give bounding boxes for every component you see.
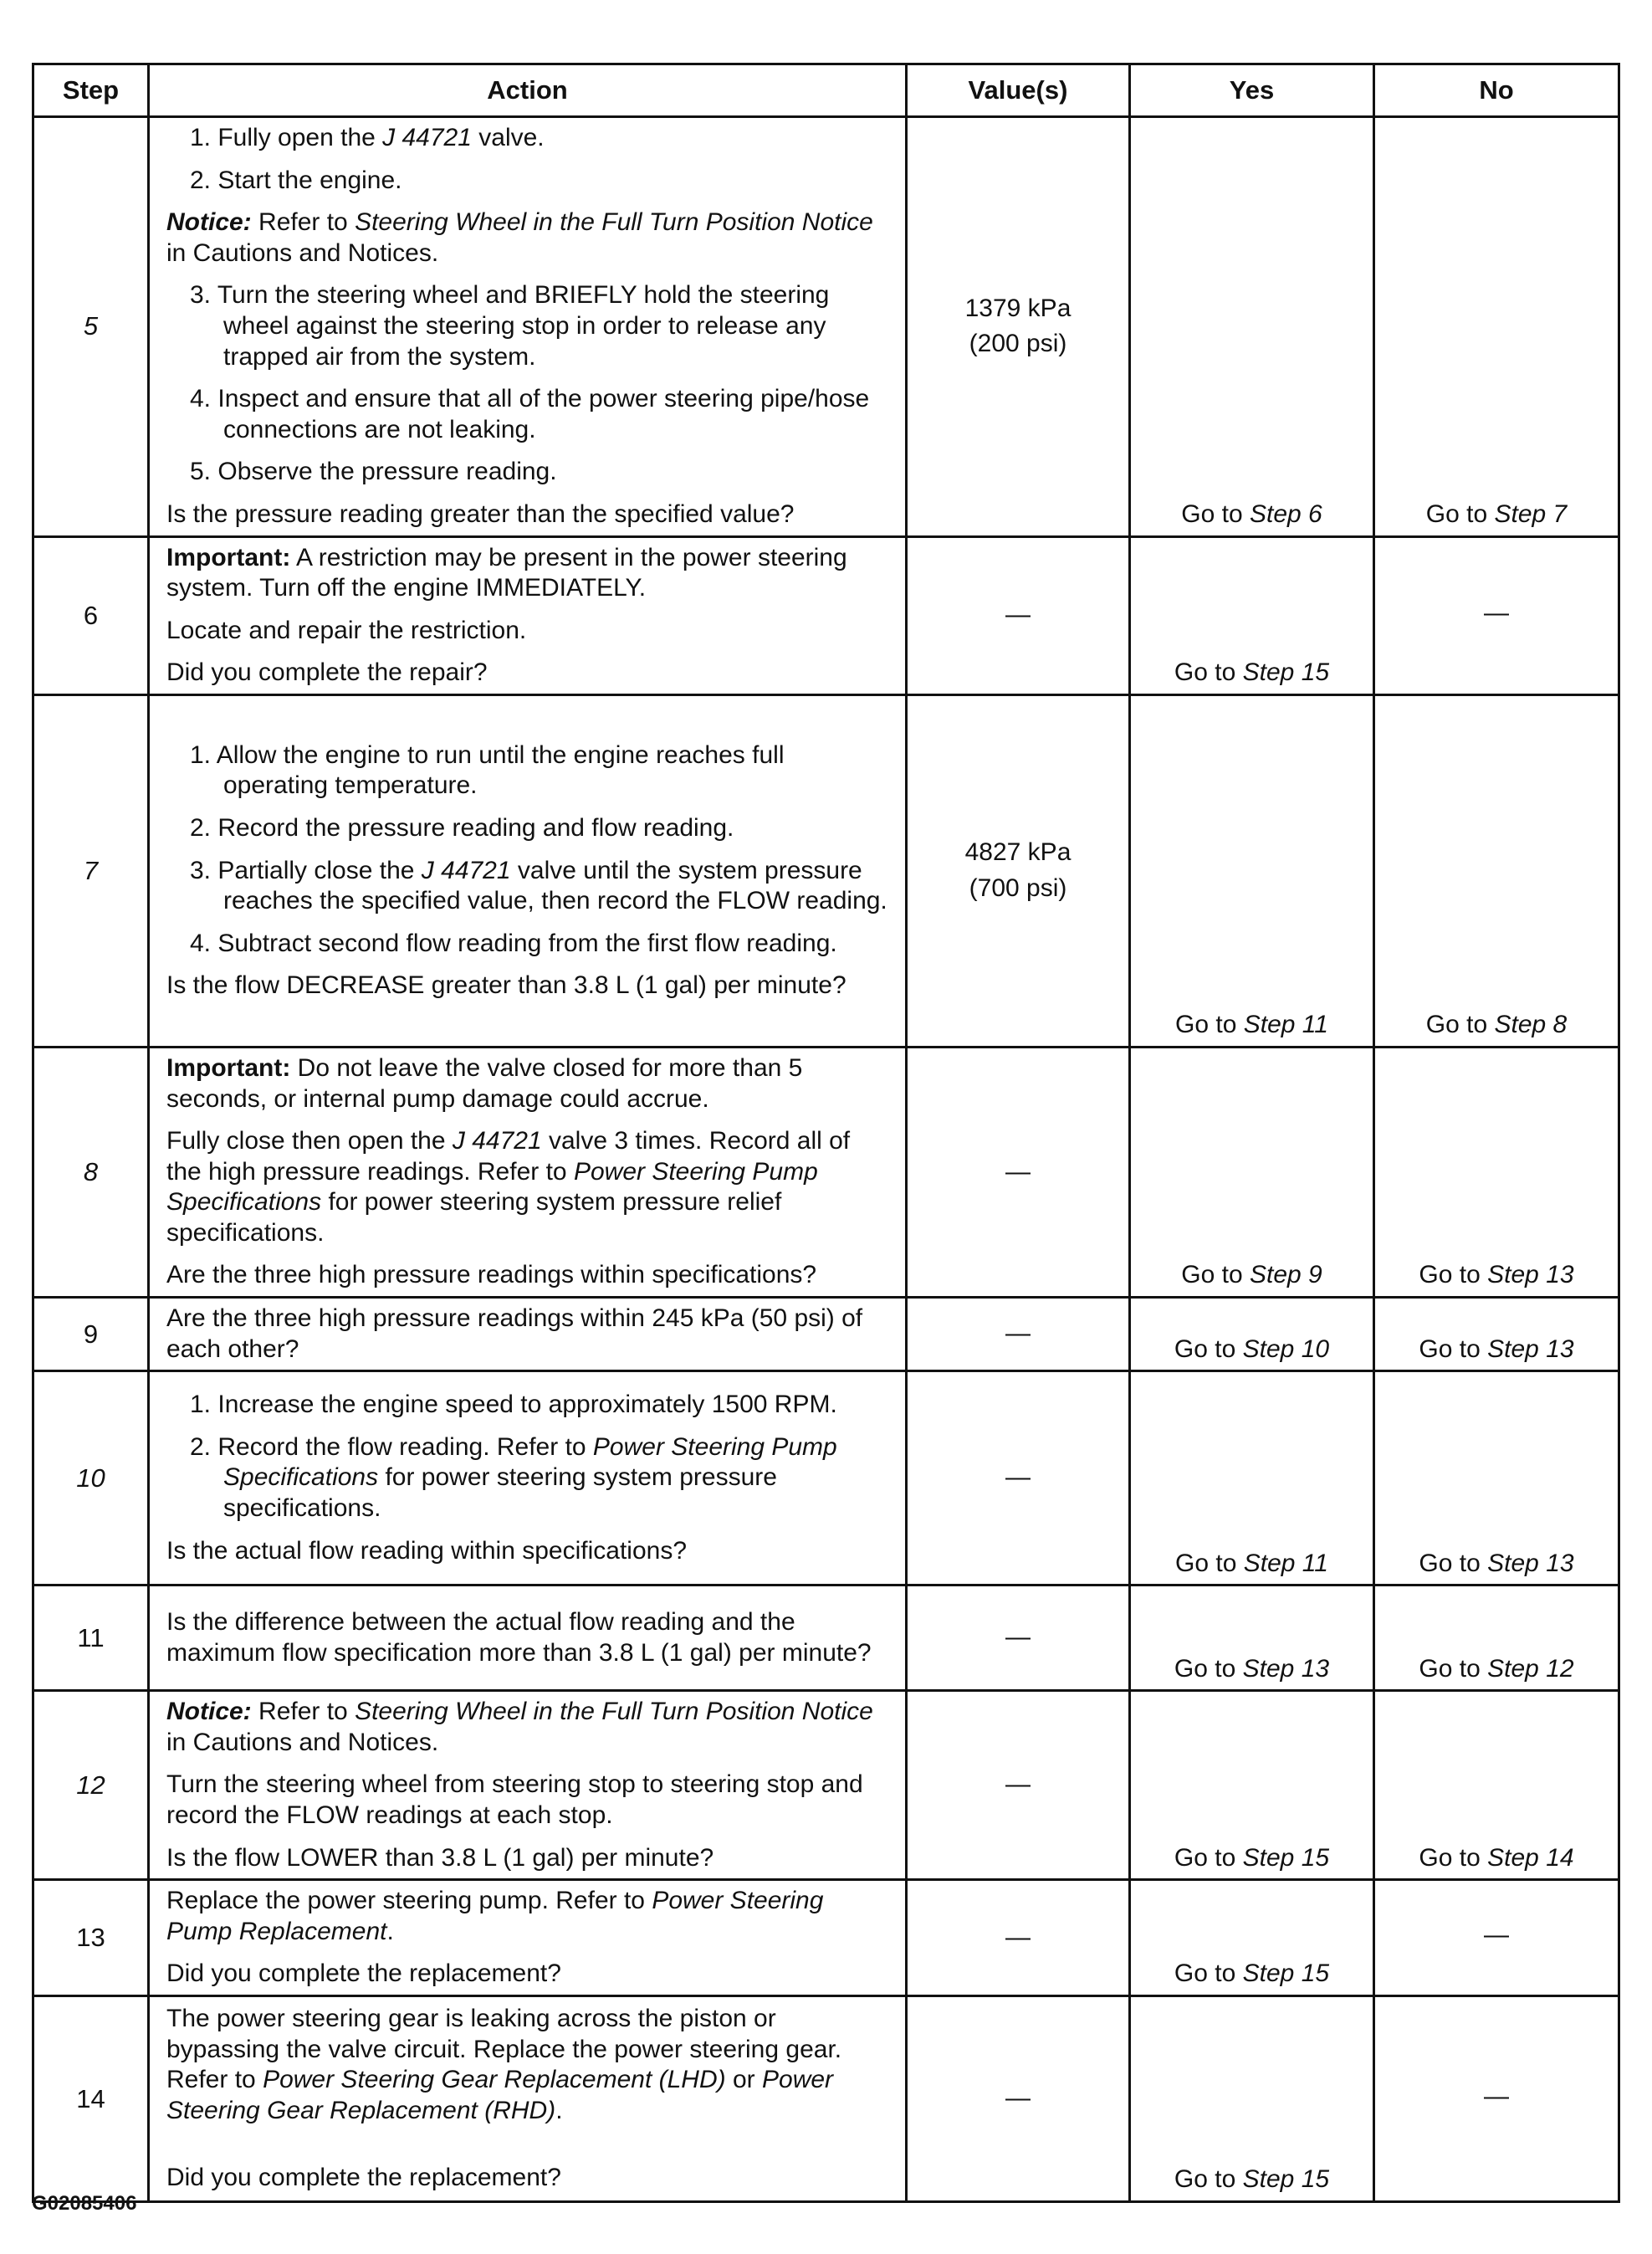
table-row bbox=[33, 1585, 1619, 1691]
yes-cell bbox=[1130, 536, 1374, 694]
action-text: Do not leave the valve closed for more than 5 seconds, or internal pump damage could accrue. bbox=[166, 1053, 803, 1113]
no-cell bbox=[1374, 1047, 1619, 1297]
action-text: in Cautions and Notices. bbox=[166, 1728, 439, 1756]
yes-cell bbox=[1130, 694, 1374, 1047]
no-step-link[interactable]: Step 8 bbox=[1494, 1011, 1568, 1039]
yes-prefix: Go to bbox=[1175, 1011, 1244, 1039]
no-prefix: Go to bbox=[1419, 1261, 1488, 1289]
action-label: Notice: bbox=[166, 208, 252, 237]
action-paragraph bbox=[166, 1304, 892, 1365]
value-cell bbox=[907, 694, 1130, 1047]
header-action: Action bbox=[149, 64, 907, 117]
value-cell bbox=[907, 1047, 1130, 1297]
action-text: Is the actual flow reading within specifications? bbox=[166, 1536, 688, 1565]
action-reference: J 44721 bbox=[382, 124, 472, 151]
action-paragraph bbox=[166, 1126, 892, 1248]
action-text: The power steering gear is leaking across the piston or bypassing the valve circuit. Replace the power steering gear. Refer to bbox=[166, 2005, 842, 2094]
action-paragraph bbox=[166, 207, 892, 269]
action-cell bbox=[149, 1047, 907, 1297]
action-reference: Power Steering Pump Specifications bbox=[223, 1432, 837, 1492]
step-number: 13 bbox=[33, 1880, 149, 1996]
step-number: 14 bbox=[33, 1996, 149, 2202]
value-text: — bbox=[1005, 1157, 1031, 1186]
action-label: Important: bbox=[166, 543, 291, 571]
table-row bbox=[33, 536, 1619, 694]
value-cell bbox=[907, 536, 1130, 694]
table-row bbox=[33, 694, 1619, 1047]
no-cell bbox=[1374, 1298, 1619, 1371]
no-prefix: — bbox=[1484, 598, 1509, 627]
yes-prefix: Go to bbox=[1175, 1549, 1244, 1577]
action-text: valve 3 times. Record all of the high pressure readings. Refer to bbox=[166, 1127, 851, 1186]
action-text: for power steering system pressure specifications. bbox=[223, 1463, 777, 1523]
action-text: 1. Allow the engine to run until the engine reaches full operating temperature. bbox=[190, 740, 785, 800]
no-cell bbox=[1374, 1585, 1619, 1691]
action-text: Replace the power steering pump. Refer to bbox=[166, 1887, 652, 1915]
action-text: Is the difference between the actual flow reading and the maximum flow specification more than 3.8 L (1 gal) per minute? bbox=[166, 1608, 872, 1667]
step-number: 5 bbox=[33, 117, 149, 537]
action-text: Is the flow LOWER than 3.8 L (1 gal) per minute? bbox=[166, 1843, 714, 1872]
action-step-item bbox=[166, 457, 892, 488]
yes-step-link[interactable]: Step 15 bbox=[1242, 1843, 1330, 1872]
action-paragraph bbox=[166, 971, 892, 1001]
yes-prefix: Go to bbox=[1174, 1959, 1243, 1988]
no-cell bbox=[1374, 694, 1619, 1047]
header-no: No bbox=[1374, 64, 1619, 117]
value-text: — bbox=[1005, 1770, 1031, 1799]
action-text: for power steering system pressure relief specifications. bbox=[166, 1188, 782, 1247]
action-step-item bbox=[166, 929, 892, 960]
action-text: A restriction may be present in the power steering system. Turn off the engine IMMEDIATELY. bbox=[166, 543, 847, 602]
action-text: 5. Observe the pressure reading. bbox=[190, 458, 557, 486]
step-number: 12 bbox=[33, 1691, 149, 1880]
yes-prefix: Go to bbox=[1174, 1334, 1243, 1363]
value-text: — bbox=[1005, 1923, 1031, 1951]
no-prefix: Go to bbox=[1425, 499, 1495, 528]
action-text: valve until the system pressure reaches the specified value, then record the FLOW reading. bbox=[223, 856, 887, 915]
action-paragraph bbox=[166, 1697, 892, 1758]
yes-step-link[interactable]: Step 15 bbox=[1242, 2165, 1330, 2194]
action-step-item bbox=[166, 1432, 892, 1524]
yes-prefix: Go to bbox=[1181, 499, 1250, 528]
action-cell bbox=[149, 1880, 907, 1996]
action-cell bbox=[149, 1298, 907, 1371]
value-cell bbox=[907, 1298, 1130, 1371]
diagnostic-table bbox=[32, 63, 1620, 2203]
action-reference: Power Steering Gear Replacement (LHD) bbox=[263, 2066, 726, 2094]
action-paragraph bbox=[166, 1886, 892, 1947]
step-number: 11 bbox=[33, 1585, 149, 1691]
yes-step-link[interactable]: Step 9 bbox=[1249, 1261, 1322, 1289]
action-text: Refer to bbox=[251, 1698, 355, 1726]
no-prefix: Go to bbox=[1419, 1843, 1488, 1872]
no-prefix: — bbox=[1484, 2082, 1509, 2110]
action-cell bbox=[149, 1371, 907, 1585]
value-cell bbox=[907, 1585, 1130, 1691]
action-label: Important: bbox=[166, 1053, 291, 1082]
yes-cell bbox=[1130, 1298, 1374, 1371]
action-paragraph bbox=[166, 2004, 892, 2126]
no-step-link[interactable]: Step 13 bbox=[1487, 1261, 1574, 1289]
action-paragraph bbox=[166, 543, 892, 604]
no-cell bbox=[1374, 1880, 1619, 1996]
table-row bbox=[33, 1371, 1619, 1585]
value-text: (700 psi) bbox=[969, 873, 1067, 902]
no-cell bbox=[1374, 1371, 1619, 1585]
yes-cell bbox=[1130, 1047, 1374, 1297]
action-text: 4. Subtract second flow reading from the first flow reading. bbox=[190, 929, 837, 957]
yes-step-link[interactable]: Step 13 bbox=[1242, 1654, 1330, 1683]
table-body bbox=[33, 117, 1619, 2202]
yes-prefix: Go to bbox=[1181, 1261, 1250, 1289]
action-step-item bbox=[166, 740, 892, 802]
table-row bbox=[33, 1996, 1619, 2202]
action-paragraph bbox=[166, 1959, 892, 1990]
step-number: 7 bbox=[33, 694, 149, 1047]
action-step-item bbox=[166, 384, 892, 445]
action-cell bbox=[149, 694, 907, 1047]
action-text: Refer to bbox=[251, 208, 355, 237]
yes-step-link[interactable]: Step 15 bbox=[1242, 1959, 1330, 1988]
action-step-item bbox=[166, 856, 892, 917]
value-text: — bbox=[1005, 2084, 1031, 2113]
action-step-item bbox=[166, 280, 892, 372]
yes-prefix: Go to bbox=[1174, 2165, 1243, 2194]
action-text: Is the pressure reading greater than the specified value? bbox=[166, 499, 795, 528]
yes-cell bbox=[1130, 1691, 1374, 1880]
table-row bbox=[33, 1298, 1619, 1371]
no-step-link[interactable]: Step 12 bbox=[1487, 1654, 1574, 1683]
action-text: 1. Increase the engine speed to approximately 1500 RPM. bbox=[190, 1391, 837, 1419]
action-paragraph bbox=[166, 499, 892, 530]
no-cell bbox=[1374, 1996, 1619, 2202]
no-cell bbox=[1374, 536, 1619, 694]
value-cell bbox=[907, 1371, 1130, 1585]
no-prefix: Go to bbox=[1419, 1334, 1488, 1363]
table-row bbox=[33, 1691, 1619, 1880]
value-cell bbox=[907, 117, 1130, 537]
step-number: 10 bbox=[33, 1371, 149, 1585]
action-text: Are the three high pressure readings within specifications? bbox=[166, 1261, 817, 1289]
no-prefix: — bbox=[1484, 1921, 1509, 1949]
action-reference: Power Steering Pump Replacement bbox=[166, 1887, 824, 1945]
value-text: 4827 kPa bbox=[964, 838, 1071, 867]
action-step-item bbox=[166, 1390, 892, 1421]
yes-step-link[interactable]: Step 6 bbox=[1249, 499, 1322, 528]
action-text: . bbox=[555, 2096, 563, 2124]
action-text: Turn the steering wheel from steering stop to steering stop and record the FLOW readings at each stop. bbox=[166, 1770, 863, 1830]
value-cell bbox=[907, 1996, 1130, 2202]
action-text: Did you complete the replacement? bbox=[166, 1959, 561, 1988]
action-paragraph bbox=[166, 1607, 892, 1668]
table-row bbox=[33, 117, 1619, 537]
action-text: 3. Partially close the bbox=[190, 856, 422, 884]
yes-step-link[interactable]: Step 11 bbox=[1243, 1011, 1328, 1039]
action-text: 3. Turn the steering wheel and BRIEFLY hold the steering wheel against the steering stop in order to release any trapped air from the system. bbox=[190, 281, 830, 371]
no-step-link[interactable]: Step 14 bbox=[1487, 1843, 1574, 1872]
no-step-link[interactable]: Step 13 bbox=[1487, 1549, 1574, 1577]
header-step: Step bbox=[33, 64, 149, 117]
action-label: Notice: bbox=[166, 1698, 252, 1726]
step-number: 6 bbox=[33, 536, 149, 694]
action-paragraph bbox=[166, 1843, 892, 1874]
action-text: Are the three high pressure readings within 245 kPa (50 psi) of each other? bbox=[166, 1304, 863, 1363]
action-paragraph bbox=[166, 1536, 892, 1567]
action-cell bbox=[149, 1691, 907, 1880]
step-number: 8 bbox=[33, 1047, 149, 1297]
action-step-item bbox=[166, 813, 892, 844]
yes-cell bbox=[1130, 1371, 1374, 1585]
yes-cell bbox=[1130, 1996, 1374, 2202]
no-prefix: Go to bbox=[1419, 1549, 1488, 1577]
value-text: (200 psi) bbox=[969, 330, 1067, 358]
no-cell bbox=[1374, 1691, 1619, 1880]
value-text: — bbox=[1005, 601, 1031, 629]
action-text: Did you complete the replacement? bbox=[166, 2164, 561, 2192]
action-text: 2. Record the pressure reading and flow reading. bbox=[190, 814, 734, 843]
action-paragraph bbox=[166, 1053, 892, 1114]
value-text: — bbox=[1005, 1463, 1031, 1492]
value-cell bbox=[907, 1691, 1130, 1880]
no-prefix: Go to bbox=[1425, 1011, 1495, 1039]
yes-prefix: Go to bbox=[1174, 658, 1243, 687]
action-reference: Power Steering Pump Specifications bbox=[166, 1157, 818, 1217]
no-step-link[interactable]: Step 7 bbox=[1494, 499, 1568, 528]
step-number: 9 bbox=[33, 1298, 149, 1371]
action-text: Is the flow DECREASE greater than 3.8 L (1 gal) per minute? bbox=[166, 971, 846, 1000]
action-reference: J 44721 bbox=[452, 1127, 542, 1155]
action-paragraph bbox=[166, 1260, 892, 1291]
diagnostic-table-container bbox=[32, 63, 1618, 2203]
yes-step-link[interactable]: Step 11 bbox=[1243, 1549, 1328, 1577]
action-reference: Steering Wheel in the Full Turn Position Notice bbox=[355, 1698, 873, 1726]
no-cell bbox=[1374, 117, 1619, 537]
yes-cell bbox=[1130, 1585, 1374, 1691]
yes-prefix: Go to bbox=[1174, 1843, 1243, 1872]
header-values: Value(s) bbox=[907, 64, 1130, 117]
yes-prefix: Go to bbox=[1174, 1654, 1243, 1683]
table-row bbox=[33, 1880, 1619, 1996]
no-step-link[interactable]: Step 13 bbox=[1487, 1334, 1574, 1363]
table-header-row bbox=[33, 64, 1619, 117]
action-text: 2. Record the flow reading. Refer to bbox=[190, 1432, 593, 1461]
value-text: — bbox=[1005, 1319, 1031, 1348]
action-reference: J 44721 bbox=[421, 856, 511, 884]
table-row bbox=[33, 1047, 1619, 1297]
action-text: . bbox=[386, 1917, 394, 1945]
action-cell bbox=[149, 536, 907, 694]
yes-step-link[interactable]: Step 10 bbox=[1242, 1334, 1330, 1363]
action-cell bbox=[149, 1585, 907, 1691]
action-step-item bbox=[166, 166, 892, 197]
action-cell bbox=[149, 1996, 907, 2202]
action-text: 4. Inspect and ensure that all of the power steering pipe/hose connections are not leaking. bbox=[190, 385, 870, 443]
action-text: or bbox=[725, 2066, 762, 2094]
action-step-item bbox=[166, 123, 892, 154]
action-paragraph bbox=[166, 616, 892, 647]
action-paragraph bbox=[166, 1770, 892, 1831]
action-reference: Power Steering Gear Replacement (RHD) bbox=[166, 2066, 834, 2124]
action-text: valve. bbox=[471, 124, 545, 151]
action-cell bbox=[149, 117, 907, 537]
action-text: 1. Fully open the bbox=[190, 124, 383, 151]
value-text: 1379 kPa bbox=[964, 294, 1071, 322]
action-text: 2. Start the engine. bbox=[190, 166, 402, 194]
action-paragraph bbox=[166, 658, 892, 689]
yes-step-link[interactable]: Step 15 bbox=[1242, 658, 1330, 687]
value-cell bbox=[907, 1880, 1130, 1996]
action-reference: Steering Wheel in the Full Turn Position Notice bbox=[355, 208, 873, 237]
action-text: in Cautions and Notices. bbox=[166, 238, 439, 267]
action-text: Did you complete the repair? bbox=[166, 658, 488, 687]
header-yes: Yes bbox=[1130, 64, 1374, 117]
no-prefix: Go to bbox=[1419, 1654, 1488, 1683]
figure-code: G02085406 bbox=[32, 2192, 137, 2215]
action-paragraph bbox=[166, 2163, 892, 2194]
action-text: Locate and repair the restriction. bbox=[166, 616, 527, 644]
action-text: Fully close then open the bbox=[166, 1127, 453, 1155]
yes-cell bbox=[1130, 117, 1374, 537]
yes-cell bbox=[1130, 1880, 1374, 1996]
value-text: — bbox=[1005, 1623, 1031, 1652]
